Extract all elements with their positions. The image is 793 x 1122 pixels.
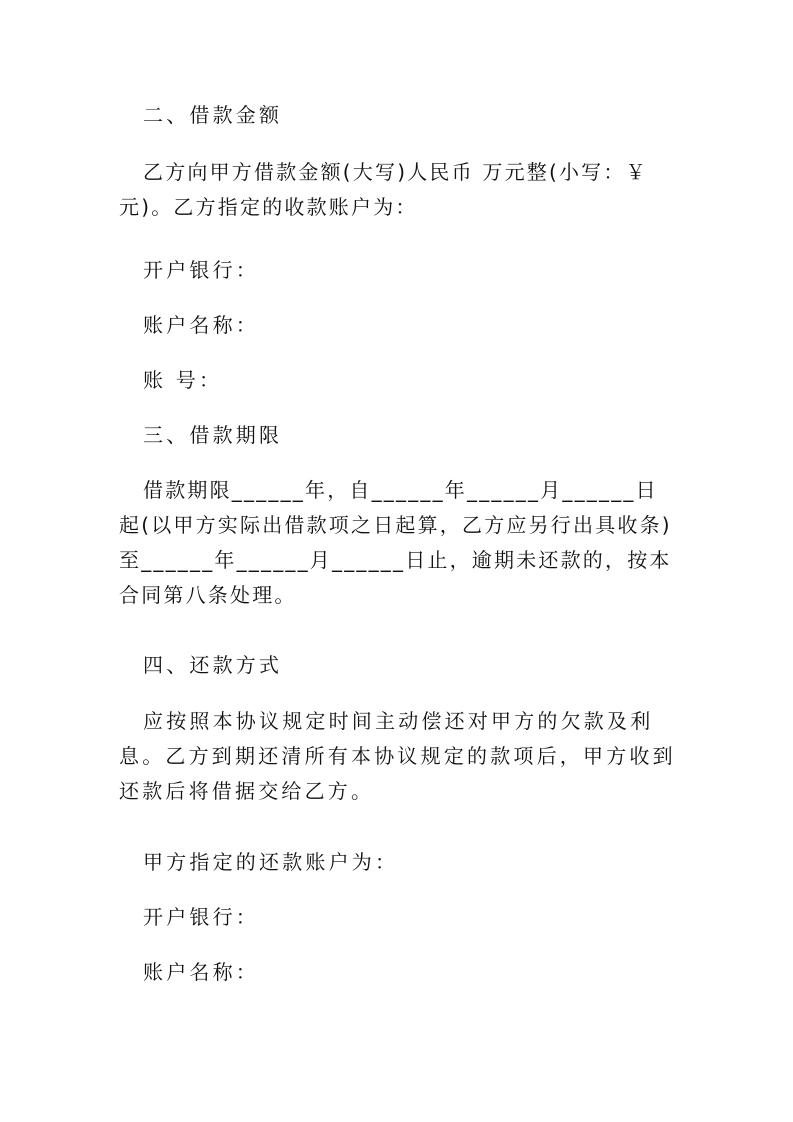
section-heading-repayment-method: 四、还款方式 xyxy=(143,653,283,677)
section-heading-loan-amount: 二、借款金额 xyxy=(143,103,283,127)
receiving-account-name-label: 账户名称： xyxy=(143,313,259,337)
repayment-account-name-label: 账户名称： xyxy=(143,960,259,984)
receiving-account-number-label: 账 号： xyxy=(143,368,223,392)
repayment-account-intro: 甲方指定的还款账户为： xyxy=(143,850,399,874)
receiving-bank-label: 开户银行： xyxy=(143,258,259,282)
repayment-method-paragraph: 应按照本协议规定时间主动偿还对甲方的欠款及利息。乙方到期还清所有本协议规定的款项后，甲方收到还款后将借据交给乙方。 xyxy=(119,709,676,803)
loan-term-paragraph: 借款期限______年，自______年______月______日起(以甲方实际出借款项之日起算，乙方应另行出具收条)至______年______月______日止，逾期未还款的，按本合同第八条处理。 xyxy=(119,478,672,607)
repayment-bank-label: 开户银行： xyxy=(143,905,259,929)
loan-amount-paragraph: 乙方向甲方借款金额(大写)人民币 万元整(小写：￥ 元)。乙方指定的收款账户为： xyxy=(119,160,657,219)
section-heading-loan-term: 三、借款期限 xyxy=(143,423,283,447)
